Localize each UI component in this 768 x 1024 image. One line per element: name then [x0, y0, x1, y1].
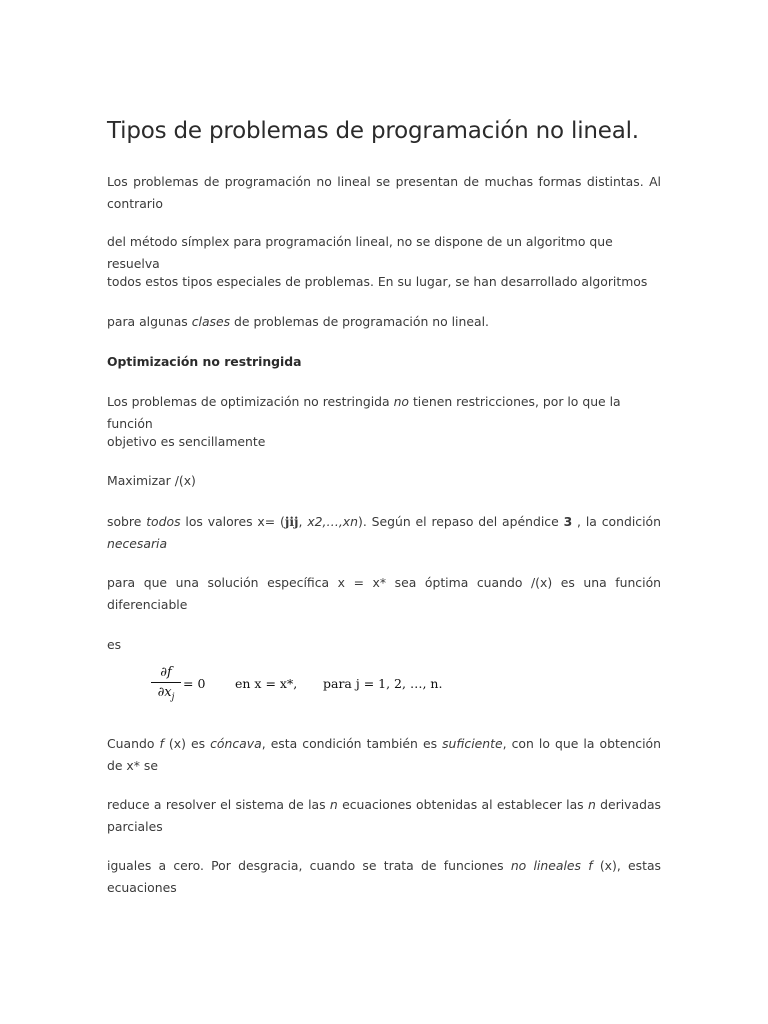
paragraph-10: es	[107, 637, 122, 652]
paragraph-9: para que una solución específica x = x* sea óptima cuando /(x) es una función diferenciable	[107, 575, 661, 612]
paragraph-11: Cuando f (x) es cóncava, esta condición también es suficiente, con lo que la obtención de x* se	[107, 736, 661, 773]
fraction-bar	[151, 682, 181, 683]
equation-condition: en x = x*,	[235, 676, 298, 691]
paragraph-6: objetivo es sencillamente	[107, 434, 266, 449]
paragraph-5: Los problemas de optimización no restringida no tienen restricciones, por lo que la función	[107, 394, 621, 431]
paragraph-3: todos estos tipos especiales de problemas. En su lugar, se han desarrollado algoritmos	[107, 274, 648, 289]
paragraph-8: sobre todos los valores x= (jij, x2,…,xn). Según el repaso del apéndice 3 , la condición necesaria	[107, 514, 661, 551]
equation-equals-zero: = 0	[183, 676, 206, 691]
paragraph-2: del método símplex para programación lineal, no se dispone de un algoritmo que resuelva	[107, 234, 613, 271]
paragraph-13: iguales a cero. Por desgracia, cuando se trata de funciones no lineales f (x), estas ecuaciones	[107, 858, 661, 895]
partial-derivative-fraction: ∂f $\partial x_j$	[151, 665, 181, 707]
paragraph-1: Los problemas de programación no lineal se presentan de muchas formas distintas. Al contrario	[107, 174, 661, 211]
paragraph-7: Maximizar /(x)	[107, 473, 196, 488]
page-title: Tipos de problemas de programación no lineal.	[107, 118, 639, 144]
paragraph-12: reduce a resolver el sistema de las n ecuaciones obtenidas al establecer las n derivadas parciales	[107, 797, 661, 834]
equation-range: para j = 1, 2, …, n.	[323, 676, 443, 691]
paragraph-4: para algunas clases de problemas de programación no lineal.	[107, 314, 489, 329]
section-heading: Optimización no restringida	[107, 354, 302, 369]
